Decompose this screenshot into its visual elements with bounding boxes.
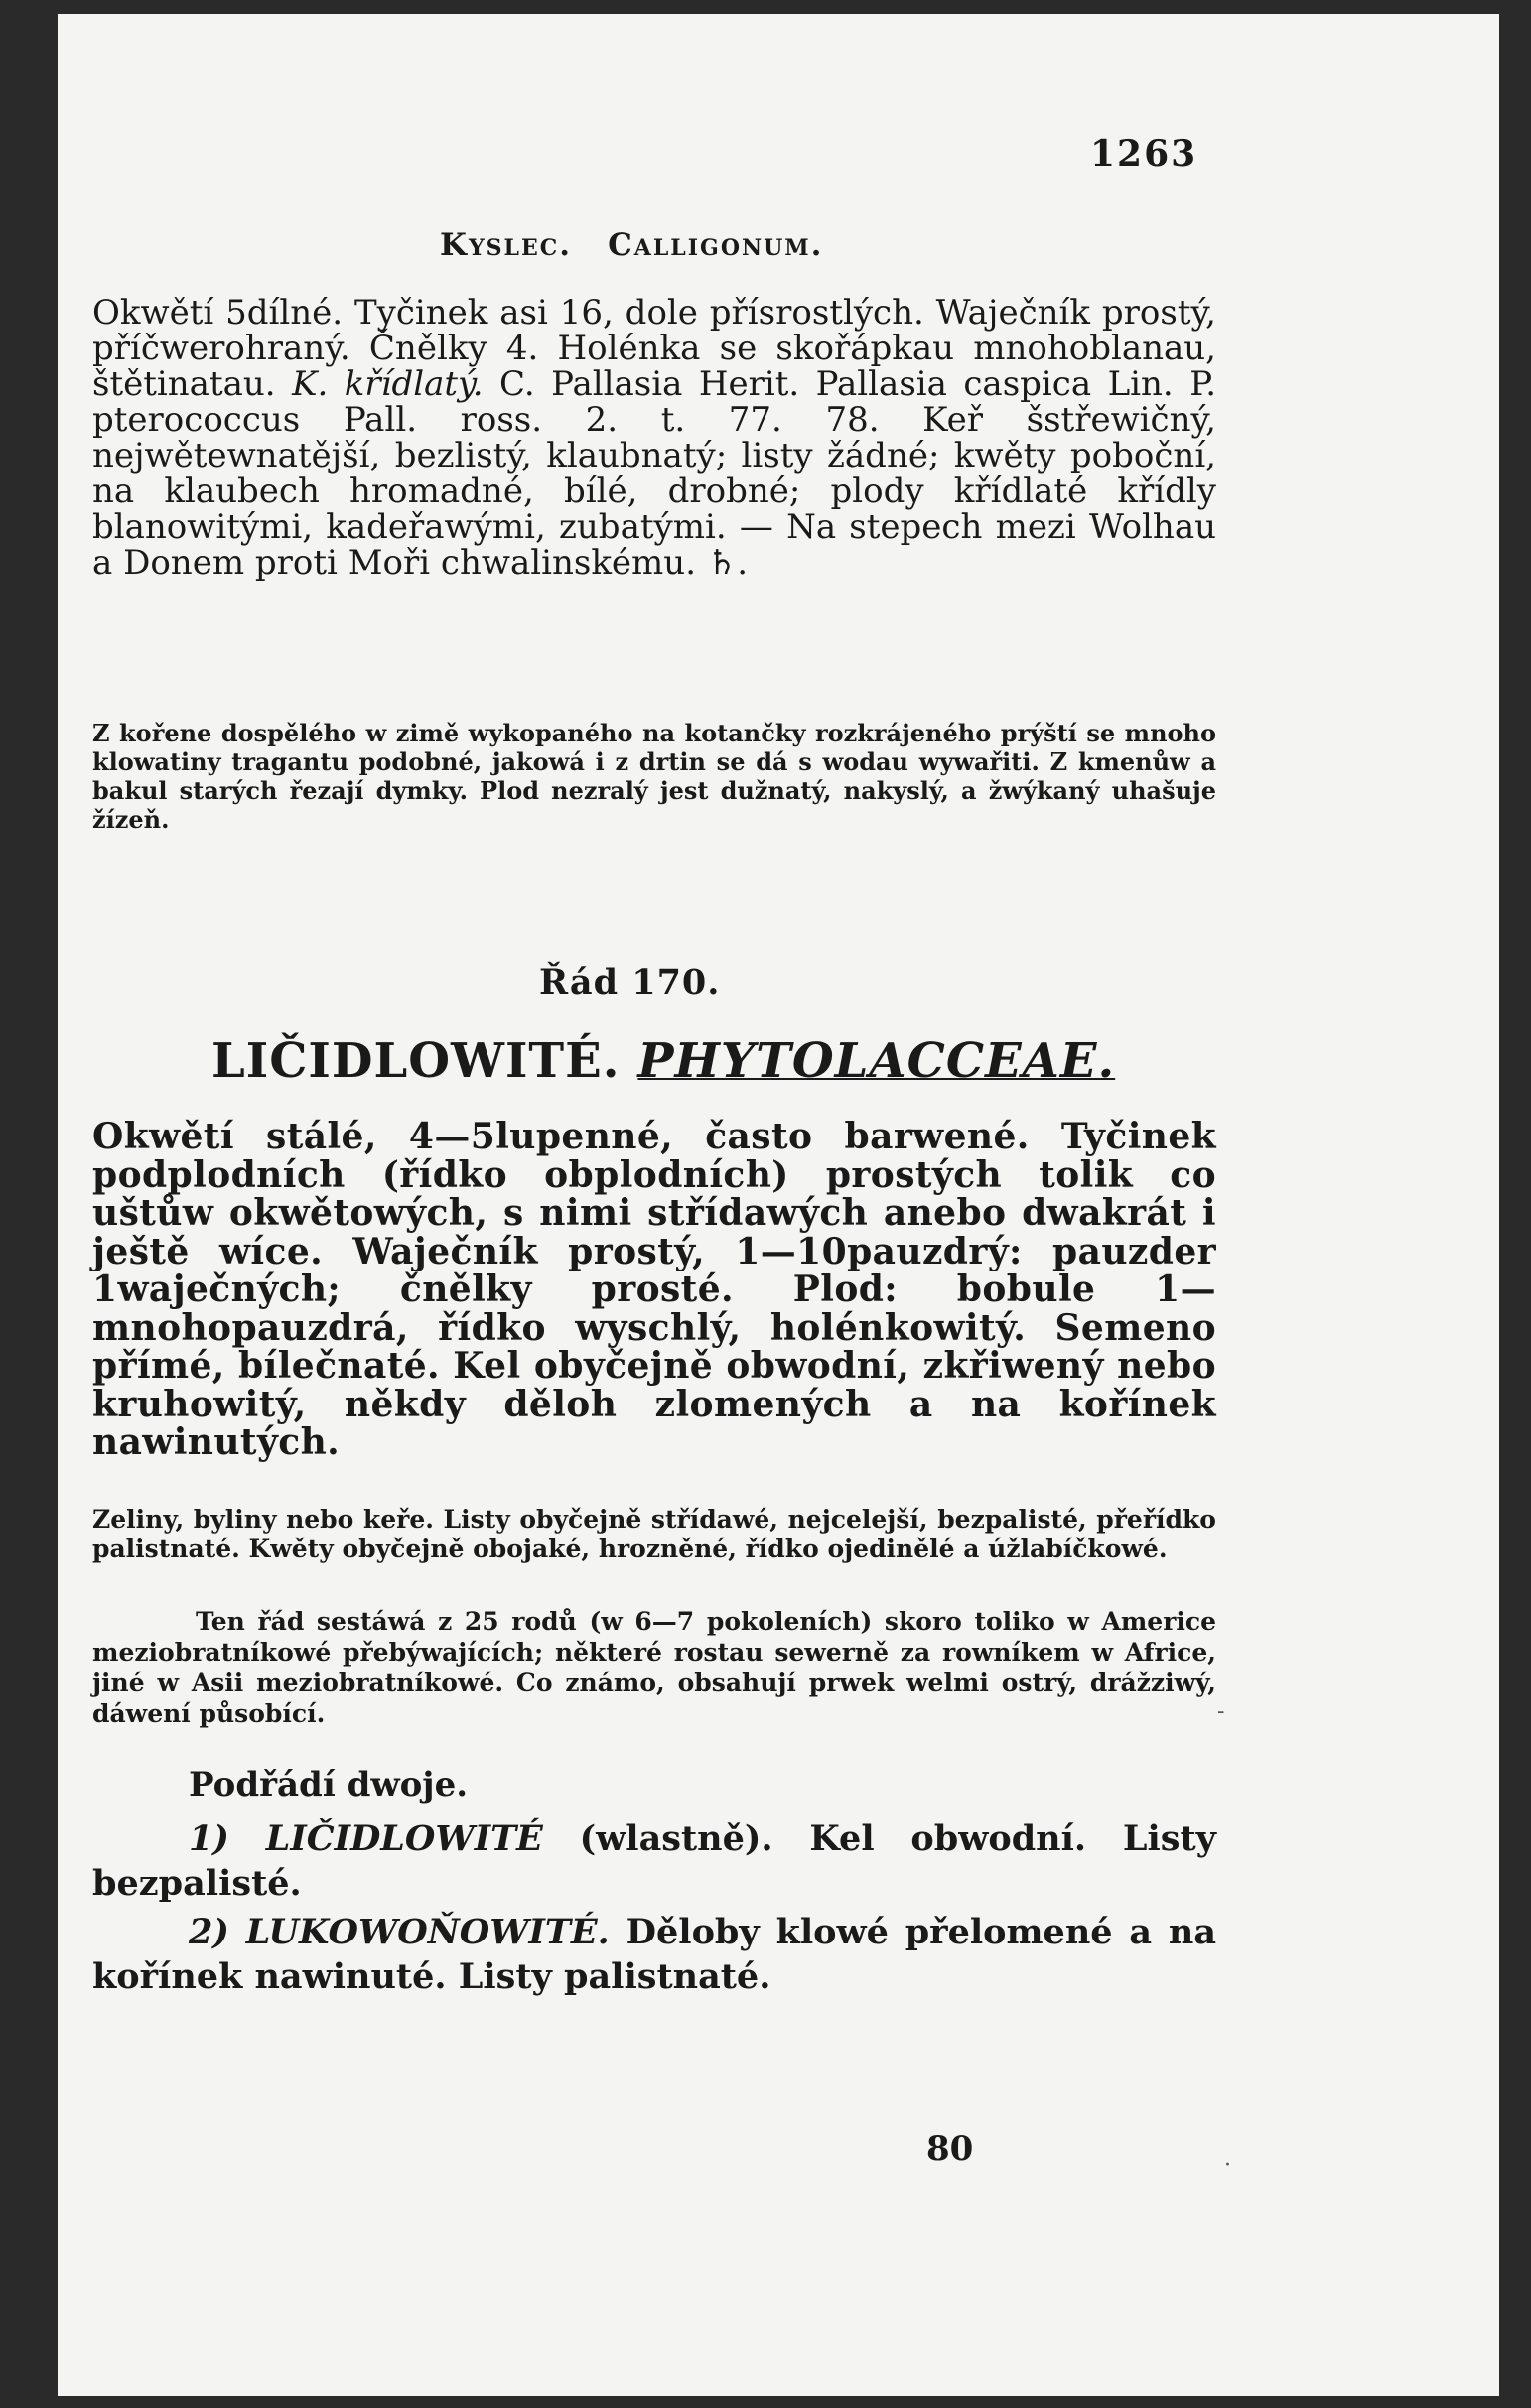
subdivision-1: [92, 1816, 1216, 1906]
book-page: [58, 14, 1499, 2396]
subdivision-title: Podřádí dwoje.: [189, 1765, 469, 1805]
family-description: Okwětí stálé, 4—5lupenné, často barwené. Tyčinek podplodních (řídko obplodních) prostých tolik co uštůw okwětowých, s nimi střídawých anebo dwakrát i ještě wíce. Waječník prostý, 1—10pauzdrý: pauzder 1waječných; čnělky prosté. Plod: bobule 1— mnohopauzdrá, řídko wyschlý, holénkowitý. Semeno přímé, bílečnaté. Kel obyčejně obwodní, zkřiwený nebo kruhowitý, někdy děloh zlomených a na kořínek nawinutých.: [92, 1116, 1216, 1463]
subdivision-1-num: 1): [189, 1818, 229, 1859]
family-title: [211, 1033, 1115, 1089]
signature-mark: 80: [926, 2129, 974, 2169]
subdivision-2-text: Děloby klowé přelomené a na kořínek nawinuté. Listy palistnaté.: [92, 1912, 1217, 1997]
genus-fine-note: Z kořene dospělého w zimě wykopaného na kotančky rozkrájeného prýští se mnoho klowatiny tragantu podobné, jakowá i z drtin se dá s wodau wywařiti. Z kmenůw a bakul starých řezají dymky. Plod nezralý jest dužnatý, nakyslý, a žwýkaný uhašuje žízeň.: [92, 719, 1216, 834]
family-latin: PHYTOLACCEAE.: [637, 1033, 1116, 1089]
genus-text: Okwětí 5dílné. Tyčinek asi 16, dole přísrostlých. Waječník prostý, příčwerohraný. Čnělky 4. Holénka se skořápkau mnohoblanau, štětinatau.: [92, 293, 1216, 404]
subdivision-2: [92, 1910, 1216, 1999]
species-text: C. Pallasia Herit. Pallasia caspica Lin. P. pterococcus Pall. ross. 2. t. 77. 78. Keř šstřewičný, nejwětewnatější, bezlistý, klaubnatý; listy žádné; kwěty poboční, na klaubech hromadné, bílé, drobné; plody křídlaté křídly blanowitými, kadeřawými, zubatými. — Na stepech mezi Wolhau a Donem proti Moři chwalinskému. ♄.: [92, 364, 1217, 583]
running-header: [440, 227, 823, 263]
stray-mark: -: [1217, 1699, 1225, 1724]
genus-description: [92, 295, 1216, 581]
subdivision-2-name: LUKOWOŇOWITÉ.: [245, 1912, 610, 1952]
subdivision-1-name: LIČIDLOWITÉ: [265, 1818, 543, 1859]
header-right: Calligonum.: [608, 227, 824, 263]
subdivision-2-num: 2): [189, 1912, 229, 1952]
family-note-distribution: Ten řád sestáwá z 25 rodů (w 6—7 pokoleních) skoro toliko w Americe meziobratníkowé přebýwajících; některé rostau sewerně za rowníkem w Africe, jiné w Asii meziobratníkowé. Co známo, obsahují prwek welmi ostrý, drážziwý, dáwení působící.: [92, 1607, 1216, 1728]
page-number: 1263: [1090, 133, 1198, 175]
subdivision-1-text: (wlastně). Kel obwodní. Listy bezpalisté.: [92, 1818, 1217, 1904]
family-czech: LIČIDLOWITÉ.: [211, 1033, 621, 1089]
species-name: K. křídlatý.: [292, 364, 484, 404]
stray-mark: ·: [1224, 2153, 1231, 2178]
family-note-habit: Zeliny, byliny nebo keře. Listy obyčejně střídawé, nejcelejší, bezpalisté, přeřídko palistnaté. Kwěty obyčejně obojaké, hrozněné, řídko ojedinělé a úžlabíčkowé.: [92, 1505, 1216, 1563]
order-number: Řád 170.: [539, 962, 721, 1003]
header-left: Kyslec.: [440, 227, 573, 263]
